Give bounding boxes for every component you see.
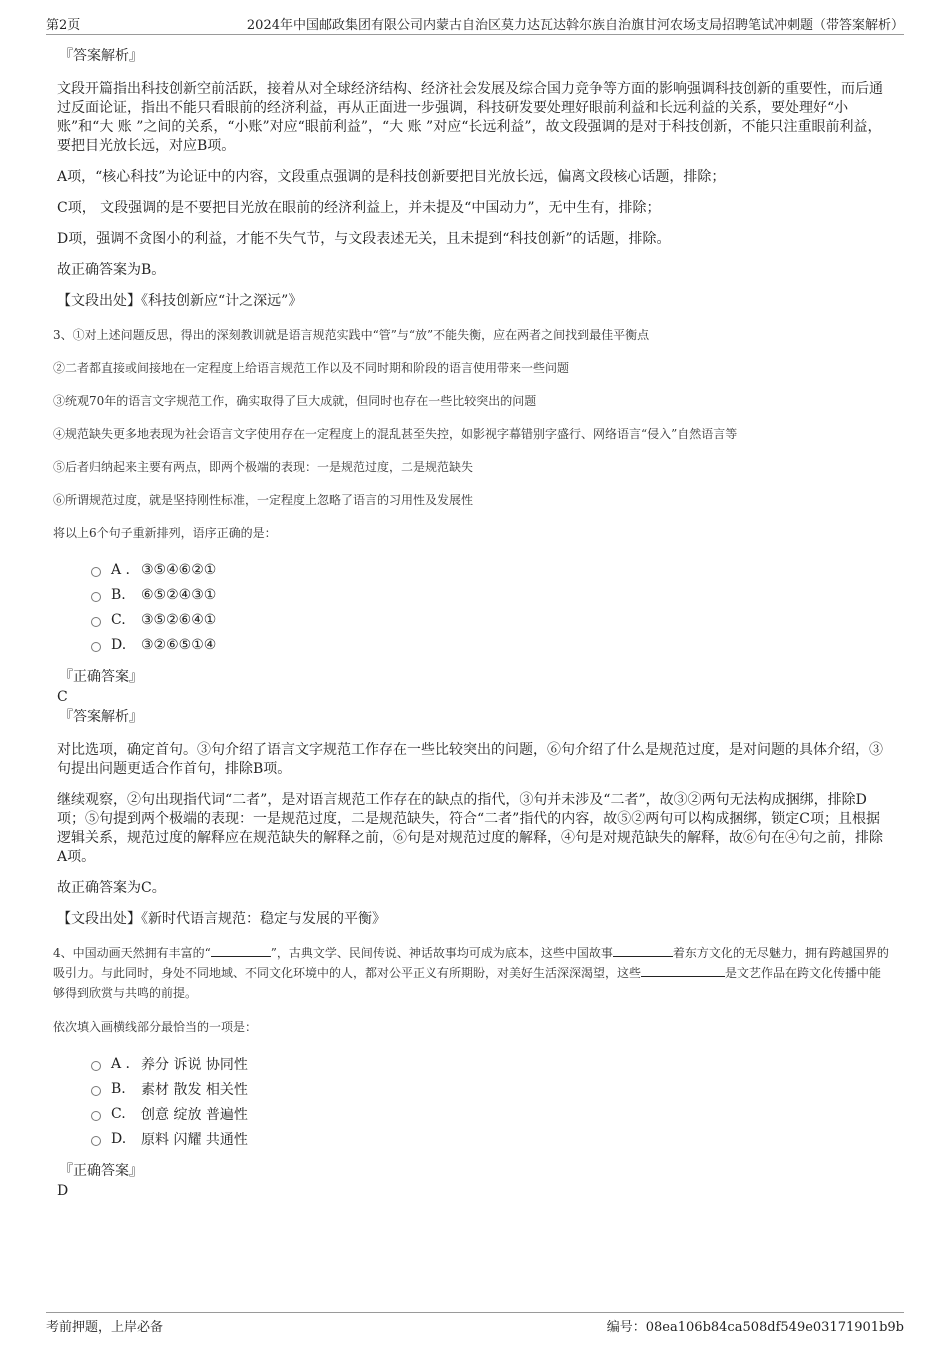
question-sentence: ④规范缺失更多地表现为社会语言文字使用存在一定程度上的混乱甚至失控，如影视字幕错别字盛行、网络语言“侵入”自然语言等 <box>53 427 738 441</box>
radio-icon[interactable] <box>91 592 101 602</box>
option-d[interactable]: D. ③②⑥⑤①④ <box>91 632 893 657</box>
question-sentence: ②二者都直接或间接地在一定程度上给语言规范工作以及不同时期和阶段的语言使用带来一些问题 <box>53 361 570 375</box>
question-sentence: ③统观70年的语言文字规范工作，确实取得了巨大成就，但同时也存在一些比较突出的问题 <box>53 394 537 408</box>
analysis-label: 『答案解析』 <box>59 709 143 725</box>
answer-value: C <box>57 689 68 705</box>
option-b[interactable]: B. 素材 散发 相关性 <box>91 1076 893 1101</box>
option-a[interactable]: A . ③⑤④⑥②① <box>91 557 893 582</box>
radio-icon[interactable] <box>91 1136 101 1146</box>
question-4 <box>53 943 893 1151</box>
options-list <box>91 557 893 657</box>
analysis-paragraph: 对比选项，确定首句。③句介绍了语言文字规范工作存在一些比较突出的问题，⑥句介绍了什么是规范过度，是对问题的具体介绍，③句提出问题更适合作首句，排除B项。 <box>57 742 883 777</box>
analysis-paragraph: A项，“核心科技”为论证中的内容，文段重点强调的是科技创新要把目光放长远，偏离文段核心话题，排除； <box>57 169 726 185</box>
option-b[interactable]: B. ⑥⑤②④③① <box>91 582 893 607</box>
fill-blank <box>613 944 673 957</box>
radio-icon[interactable] <box>91 1061 101 1071</box>
conclusion: 故正确答案为B。 <box>57 262 166 278</box>
option-a[interactable]: A . 养分 诉说 协同性 <box>91 1051 893 1076</box>
option-c[interactable]: C. ③⑤②⑥④① <box>91 607 893 632</box>
source-citation: 【文段出处】《科技创新应“计之深远”》 <box>57 293 303 309</box>
radio-icon[interactable] <box>91 617 101 627</box>
question-sentence: ⑥所谓规范过度，就是坚持刚性标准，一定程度上忽略了语言的习用性及发展性 <box>53 493 474 507</box>
radio-icon[interactable] <box>91 642 101 652</box>
radio-icon[interactable] <box>91 1086 101 1096</box>
analysis-label: 『答案解析』 <box>59 48 143 64</box>
question-stem: 4、中国动画天然拥有丰富的“ ”，古典文学、民间传说、神话故事均可成为底本，这些中国故事 着东方文化的无尽魅力，拥有跨越国界的吸引力。与此同时，身处不同地域、不同文化环境中的人，都对公平正义有所期盼，对美好生活深深渴望，这些 是文艺作品在跨文化传播中能够得到欣赏与共鸣的前提。 <box>53 946 889 1000</box>
analysis-paragraph: 继续观察，②句出现指代词“二者”，是对语言规范工作存在的缺点的指代，③句并未涉及“二者”，故③②两句无法构成捆绑，排除D项；⑤句提到两个极端的表现：一是规范过度，二是规范缺失，符合“二者”指代的内容，故⑤②两句可以构成捆绑，锁定C项；且根据逻辑关系，规范过度的解释应在规范缺失的解释之前，⑥句是对规范过度的解释，④句是对规范缺失的解释，故⑥句在④句之前，排除A项。 <box>57 792 883 865</box>
answer-value: D <box>57 1183 69 1199</box>
question-sentence: ⑤后者归纳起来主要有两点，即两个极端的表现：一是规范过度，二是规范缺失 <box>53 460 474 474</box>
conclusion: 故正确答案为C。 <box>57 880 166 896</box>
question-3 <box>53 325 893 657</box>
footer-slogan: 考前押题，上岸必备 <box>46 1320 164 1335</box>
answer-label: 『正确答案』 <box>59 1163 143 1179</box>
source-citation: 【文段出处】《新时代语言规范：稳定与发展的平衡》 <box>57 911 386 927</box>
page-content <box>53 46 893 1201</box>
option-c[interactable]: C. 创意 绽放 普遍性 <box>91 1101 893 1126</box>
options-list <box>91 1051 893 1151</box>
page-header <box>46 14 904 35</box>
page-footer <box>46 1312 904 1335</box>
analysis-paragraph: 文段开篇指出科技创新空前活跃，接着从对全球经济结构、经济社会发展及综合国力竞争等方面的影响强调科技创新的重要性，而后通过反面论证，指出不能只看眼前的经济利益，再从正面进一步强调，科技研发要处理好眼前利益和长远利益的关系，要处理好“小账”和“大 账 ”之间的关系，“小账”对应“眼前利益”，“大 账 ”对应“长远利益”，故文段强调的是对于科技创新，不能只注重眼前利益，要把目光放长远，对应B项。 <box>57 81 883 154</box>
radio-icon[interactable] <box>91 1111 101 1121</box>
document-id: 编号：08ea106b84ca508df549e03171901b9b <box>606 1320 904 1335</box>
fill-blank <box>211 944 271 957</box>
question-prompt: 依次填入画横线部分最恰当的一项是： <box>53 1020 258 1034</box>
question-prompt: 将以上6个句子重新排列，语序正确的是： <box>53 526 277 540</box>
radio-icon[interactable] <box>91 567 101 577</box>
analysis-paragraph: C项， 文段强调的是不要把目光放在眼前的经济利益上，并未提及“中国动力”，无中生有，排除； <box>57 200 661 216</box>
fill-blank <box>641 964 725 977</box>
question-stem: 3、①对上述问题反思，得出的深刻教训就是语言规范实践中“管”与“放”不能失衡，应在两者之间找到最佳平衡点 <box>53 328 650 342</box>
answer-label: 『正确答案』 <box>59 669 143 685</box>
option-d[interactable]: D. 原料 闪耀 共通性 <box>91 1126 893 1151</box>
document-title: 2024年中国邮政集团有限公司内蒙古自治区莫力达瓦达斡尔族自治旗甘河农场支局招聘笔试冲刺题（带答案解析） <box>246 18 904 33</box>
analysis-paragraph: D项，强调不贪图小的利益，才能不失气节，与文段表述无关，且未提到“科技创新”的话题，排除。 <box>57 231 671 247</box>
page-number: 第2页 <box>46 18 81 33</box>
